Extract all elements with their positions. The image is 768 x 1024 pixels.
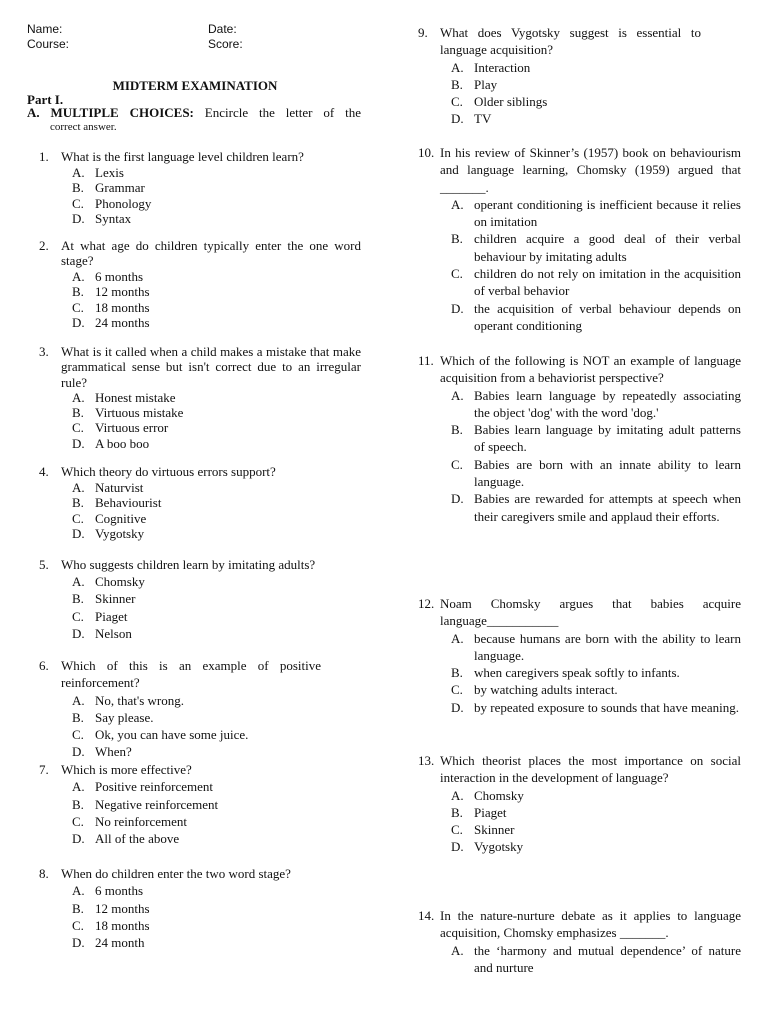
question [39, 238, 361, 330]
question-number: 8. [39, 866, 49, 881]
score-label: Score: [208, 37, 243, 51]
answer-option[interactable] [451, 630, 741, 665]
question-number: 4. [39, 464, 49, 479]
option-letter: B. [72, 405, 84, 421]
answer-option[interactable] [72, 165, 361, 181]
option-text: Vygotsky [474, 839, 524, 855]
option-letter: D. [72, 526, 85, 541]
answer-blank[interactable]: _______. [440, 179, 489, 195]
answer-option[interactable] [72, 495, 361, 511]
option-letter: A. [72, 574, 85, 590]
option-text: Older siblings [474, 94, 548, 110]
option-letter: B. [72, 495, 84, 510]
question-number: 1. [39, 149, 49, 164]
question [418, 352, 741, 525]
option-text: Negative reinforcement [95, 796, 219, 812]
answer-option[interactable] [72, 300, 361, 315]
option-letter: B. [72, 591, 84, 607]
option-letter: C. [72, 299, 84, 315]
option-letter: A. [451, 942, 464, 958]
answer-option[interactable] [451, 59, 741, 76]
answer-option[interactable] [451, 681, 741, 698]
answer-option[interactable] [451, 93, 741, 110]
option-letter: D. [451, 491, 464, 507]
answer-option[interactable] [451, 456, 741, 491]
answer-option[interactable] [72, 269, 361, 284]
option-letter: D. [451, 839, 464, 855]
question [418, 907, 741, 976]
question [39, 556, 361, 642]
option-text: Nelson [95, 625, 132, 641]
option-text: 12 months [95, 284, 150, 300]
question [39, 464, 361, 542]
option-text: Behaviourist [95, 495, 162, 510]
option-text: Say please. [95, 709, 154, 725]
option-letter: C. [72, 917, 84, 933]
answer-option[interactable] [72, 211, 361, 227]
option-text: Honest mistake [95, 389, 176, 405]
question [39, 865, 361, 951]
answer-option[interactable] [72, 882, 361, 899]
option-text: Phonology [95, 195, 152, 211]
answer-option[interactable] [72, 526, 361, 542]
option-text: 6 months [95, 883, 144, 899]
option-text: children acquire a good deal of their verbal behaviour by imitating adults [474, 231, 741, 264]
option-letter: C. [72, 727, 84, 743]
answer-option[interactable] [72, 315, 361, 330]
answer-option[interactable] [451, 387, 741, 422]
option-text: Babies learn language by repeatedly associating the object 'dog' with the word 'dog.' [474, 387, 741, 420]
option-letter: B. [72, 180, 84, 195]
option-letter: B. [451, 665, 463, 681]
option-letter: B. [72, 284, 84, 300]
option-text: Virtuous mistake [95, 405, 184, 421]
answer-option[interactable] [72, 405, 361, 420]
option-text: 6 months [95, 268, 144, 284]
option-letter: A. [72, 389, 85, 405]
option-text: Babies are born with an innate ability to learn language. [474, 456, 741, 490]
option-text: the acquisition of verbal behaviour depends on operant conditioning [474, 300, 741, 333]
question-text: In his review of Skinner’s (1957) book on behaviourism and language learning, Chomsky (1959) argued that [440, 145, 741, 178]
option-text: Piaget [95, 608, 128, 624]
answer-blank[interactable]: _______. [619, 925, 669, 941]
option-text: Skinner [95, 591, 136, 607]
answer-option[interactable] [72, 608, 361, 625]
answer-option[interactable] [72, 420, 361, 435]
question [418, 24, 741, 128]
option-text: Skinner [474, 822, 515, 838]
option-letter: D. [72, 211, 85, 226]
option-text: because humans are born with the ability to learn language. [474, 630, 741, 663]
option-letter: A. [72, 692, 85, 708]
option-text: Babies learn language by imitating adult patterns of speech. [474, 422, 741, 455]
option-text: Virtuous error [95, 420, 169, 436]
question [39, 657, 361, 761]
option-letter: C. [72, 510, 84, 526]
date-label: Date: [208, 22, 237, 36]
question-text: Which theorist places the most importance on social interaction in the development of language? [440, 753, 741, 786]
option-letter: C. [451, 682, 463, 698]
question-number: 9. [418, 25, 428, 40]
question-number: 11. [418, 353, 434, 368]
answer-option[interactable] [451, 196, 741, 231]
option-letter: B. [72, 900, 84, 916]
option-letter: C. [451, 94, 463, 110]
option-text: by repeated exposure to sounds that have meaning. [474, 699, 739, 715]
question [418, 144, 741, 334]
option-letter: A. [451, 787, 464, 803]
answer-option[interactable] [451, 942, 741, 977]
option-text: No reinforcement [95, 813, 188, 829]
option-text: Syntax [95, 211, 132, 226]
option-letter: A. [72, 268, 85, 284]
option-text: 24 months [95, 315, 150, 331]
answer-option[interactable] [451, 699, 741, 716]
option-letter: C. [72, 195, 84, 211]
question-text: When do children enter the two word stage? [61, 866, 291, 881]
answer-option[interactable] [72, 284, 361, 299]
answer-option[interactable] [72, 590, 361, 607]
answer-option[interactable] [72, 573, 361, 590]
answer-option[interactable] [451, 821, 741, 838]
question-text: Which of the following is NOT an example of language acquisition from a behaviorist perspective? [440, 353, 741, 386]
option-letter: C. [72, 813, 84, 829]
section-heading [27, 106, 361, 134]
question [39, 761, 361, 847]
option-letter: C. [451, 822, 463, 838]
option-letter: A. [451, 59, 464, 75]
answer-option[interactable] [72, 436, 361, 451]
question-number: 5. [39, 557, 49, 572]
answer-option[interactable] [72, 796, 361, 813]
option-letter: D. [451, 111, 464, 127]
question [39, 149, 361, 227]
question [418, 595, 741, 716]
option-text: Chomsky [474, 787, 524, 803]
option-text: Lexis [95, 164, 124, 180]
option-text: when caregivers speak softly to infants. [474, 665, 680, 681]
answer-option[interactable] [451, 490, 741, 525]
answer-option[interactable] [72, 511, 361, 527]
question-text: Who suggests children learn by imitating adults? [61, 557, 316, 572]
question-text: Which is more effective? [61, 762, 192, 777]
answer-option[interactable] [451, 804, 741, 821]
answer-option[interactable] [451, 110, 741, 127]
section-label: A. MULTIPLE CHOICES: [27, 105, 194, 120]
answer-option[interactable] [451, 838, 741, 855]
question-number: 10. [418, 145, 435, 160]
option-text: Vygotsky [95, 526, 145, 541]
question-number: 2. [39, 238, 49, 253]
answer-option[interactable] [451, 787, 741, 804]
question-text: Which theory do virtuous errors support? [61, 464, 276, 479]
exam-title: MIDTERM EXAMINATION [112, 78, 278, 93]
section-heading-line [27, 106, 361, 120]
question-text: What is the first language level children learn? [61, 149, 304, 164]
question-text: At what age do children typically enter the one word stage? [61, 238, 361, 269]
option-letter: B. [451, 422, 463, 438]
answer-option[interactable] [72, 813, 361, 830]
option-letter: B. [72, 796, 84, 812]
option-text: children do not rely on imitation in the acquisition of verbal behavior [474, 266, 741, 299]
option-letter: C. [72, 608, 84, 624]
option-letter: A. [451, 630, 464, 646]
option-letter: D. [72, 435, 85, 451]
option-letter: B. [72, 709, 84, 725]
answer-option[interactable] [72, 709, 361, 726]
option-text: Play [474, 76, 498, 92]
option-letter: B. [451, 76, 463, 92]
question-number: 13. [418, 753, 435, 768]
option-letter: D. [72, 831, 85, 847]
answer-option[interactable] [72, 625, 361, 642]
part-label: Part I. [27, 92, 64, 107]
question-text: Noam Chomsky argues that babies acquire language [440, 596, 741, 629]
option-letter: D. [72, 315, 85, 331]
option-letter: C. [72, 420, 84, 436]
option-letter: B. [451, 804, 463, 820]
question-number: 6. [39, 658, 49, 673]
answer-option[interactable] [451, 265, 741, 300]
option-letter: D. [451, 699, 464, 715]
answer-option[interactable] [72, 692, 361, 709]
option-text: A boo boo [95, 435, 150, 451]
question-text: Which of this is an example of positive reinforcement? [61, 658, 321, 691]
answer-option[interactable] [72, 480, 361, 496]
option-letter: A. [72, 164, 85, 180]
course-label: Course: [27, 37, 70, 51]
question [418, 752, 741, 856]
answer-option[interactable] [72, 196, 361, 212]
option-text: Interaction [474, 59, 531, 75]
answer-blank[interactable]: ___________ [486, 613, 559, 629]
answer-option[interactable] [451, 300, 741, 335]
answer-option[interactable] [451, 76, 741, 93]
option-text: TV [474, 111, 492, 127]
option-text: Grammar [95, 180, 145, 195]
answer-option[interactable] [72, 830, 361, 847]
option-letter: A. [451, 387, 464, 403]
question-number: 14. [418, 908, 435, 923]
option-letter: A. [451, 196, 464, 212]
question-text: What is it called when a child makes a mistake that make grammatical sense but isn't correct due to an irregular rule? [61, 344, 361, 390]
option-letter: D. [72, 744, 85, 760]
option-letter: A. [72, 779, 85, 795]
option-letter: A. [72, 479, 85, 495]
question-text: What does Vygotsky suggest is essential to language acquisition? [440, 25, 701, 58]
option-text: 24 month [95, 935, 145, 951]
option-text: the ‘harmony and mutual dependence’ of nature and nurture [474, 942, 741, 975]
answer-option[interactable] [72, 726, 361, 743]
option-text: by watching adults interact. [474, 682, 618, 698]
question [39, 344, 361, 451]
answer-option[interactable] [72, 390, 361, 405]
answer-option[interactable] [451, 421, 741, 456]
answer-option[interactable] [72, 917, 361, 934]
answer-option[interactable] [72, 743, 361, 760]
option-text: 18 months [95, 299, 150, 315]
option-text: Babies are rewarded for attempts at speech when their caregivers smile and applaud their efforts. [474, 491, 741, 524]
option-text: Cognitive [95, 510, 147, 526]
answer-option[interactable] [72, 778, 361, 795]
answer-option[interactable] [72, 180, 361, 196]
answer-option[interactable] [451, 664, 741, 681]
question-text: In the nature-nurture debate as it applies to language acquisition, Chomsky emphasizes [440, 908, 741, 941]
option-text: 12 months [95, 900, 150, 916]
option-text: Positive reinforcement [95, 779, 214, 795]
option-text: When? [95, 744, 132, 760]
option-letter: A. [72, 883, 85, 899]
option-letter: D. [451, 300, 464, 316]
option-text: operant conditioning is inefficient because it relies on imitation [474, 196, 741, 230]
option-text: Chomsky [95, 574, 145, 590]
option-text: All of the above [95, 831, 180, 847]
section-instruction: Encircle the letter of the [204, 105, 362, 120]
section-instruction-continued: correct answer. [50, 121, 117, 133]
answer-option[interactable] [72, 934, 361, 951]
question-number: 7. [39, 762, 49, 777]
option-letter: D. [72, 625, 85, 641]
option-text: Naturvist [95, 479, 144, 495]
question-number: 12. [418, 596, 435, 611]
answer-option[interactable] [72, 900, 361, 917]
option-text: Ok, you can have some juice. [95, 727, 249, 743]
option-letter: C. [451, 266, 463, 282]
option-text: Piaget [474, 804, 507, 820]
option-letter: D. [72, 935, 85, 951]
option-text: No, that's wrong. [95, 692, 185, 708]
answer-option[interactable] [451, 230, 741, 265]
option-letter: B. [451, 231, 463, 247]
name-label: Name: [27, 22, 63, 36]
option-letter: C. [451, 456, 463, 472]
option-text: 18 months [95, 917, 150, 933]
question-number: 3. [39, 344, 49, 359]
